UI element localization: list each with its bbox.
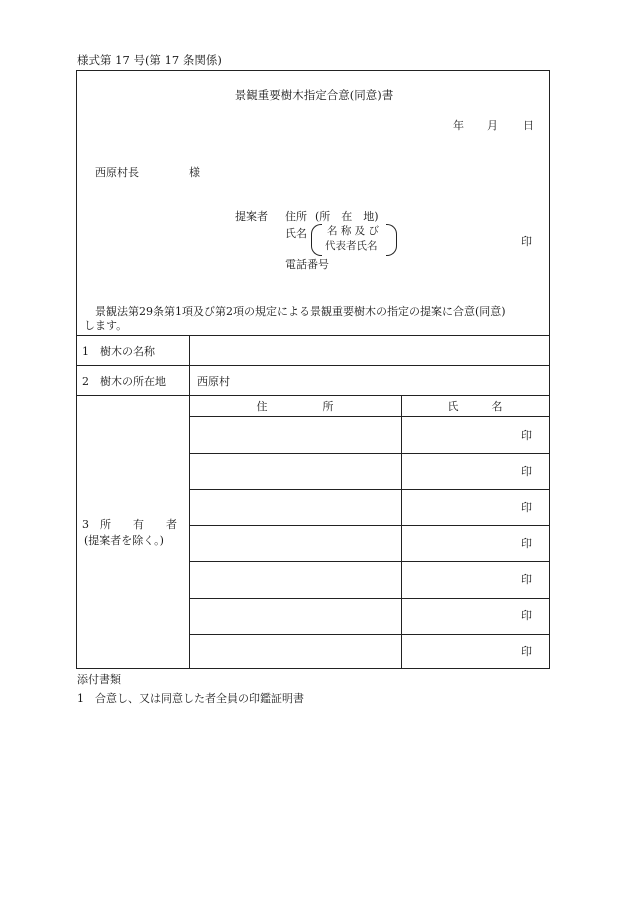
divider [77,335,549,336]
tree-location-label: 2 樹木の所在地 [82,375,166,388]
form-number: 様式第 17 号(第 17 条関係) [77,53,222,67]
proposer-name-sublabel-line2: 代表者氏名 [325,240,378,252]
owner-6-seal: 印 [521,609,532,622]
date-day-label: 日 [523,119,534,132]
proposer-address-sublabel: (所 在 地) [315,210,379,223]
divider [189,525,549,526]
agreement-statement-line1: 景観法第29条第1項及び第2項の規定による景観重要樹木の指定の提案に合意(同意) [95,305,506,318]
agreement-statement-line2: します。 [84,319,128,332]
addressee-honorific: 様 [189,166,200,179]
divider [189,489,549,490]
proposer-label: 提案者 [235,210,268,223]
attachments-item-1: 1 合意し、又は同意した者全員の印鑑証明書 [77,692,304,705]
left-bracket [311,224,322,256]
owner-2-seal: 印 [521,465,532,478]
divider [189,598,549,599]
tree-location-value: 西原村 [197,375,230,388]
agreement-form [76,70,550,669]
owner-7-seal: 印 [521,645,532,658]
divider [77,395,549,396]
proposer-name-label: 氏名 [285,227,307,240]
form-title: 景観重要樹木指定合意(同意)書 [234,88,394,102]
divider [189,453,549,454]
proposer-seal: 印 [521,235,532,248]
right-bracket [386,224,397,256]
date-month-label: 月 [487,119,498,132]
owner-5-seal: 印 [521,573,532,586]
owners-label: 3 所 有 者 [82,518,177,531]
proposer-phone-label: 電話番号 [285,258,329,271]
owner-4-seal: 印 [521,537,532,550]
owner-address-header: 住 所 [256,400,334,413]
proposer-address-label: 住所 [285,210,307,223]
owner-3-seal: 印 [521,501,532,514]
date-year-label: 年 [453,119,464,132]
divider [401,395,402,668]
proposer-name-sublabel-line1: 名 称 及 び [327,225,380,237]
divider [189,561,549,562]
divider [189,335,190,668]
divider [189,416,549,417]
divider [189,634,549,635]
tree-name-label: 1 樹木の名称 [82,345,155,358]
owners-label-note: (提案者を除く。) [84,534,164,547]
attachments-heading: 添付書類 [77,673,121,686]
addressee-name: 西原村長 [95,166,139,179]
owner-1-seal: 印 [521,429,532,442]
owner-name-header: 氏 名 [447,400,503,413]
divider [77,365,549,366]
